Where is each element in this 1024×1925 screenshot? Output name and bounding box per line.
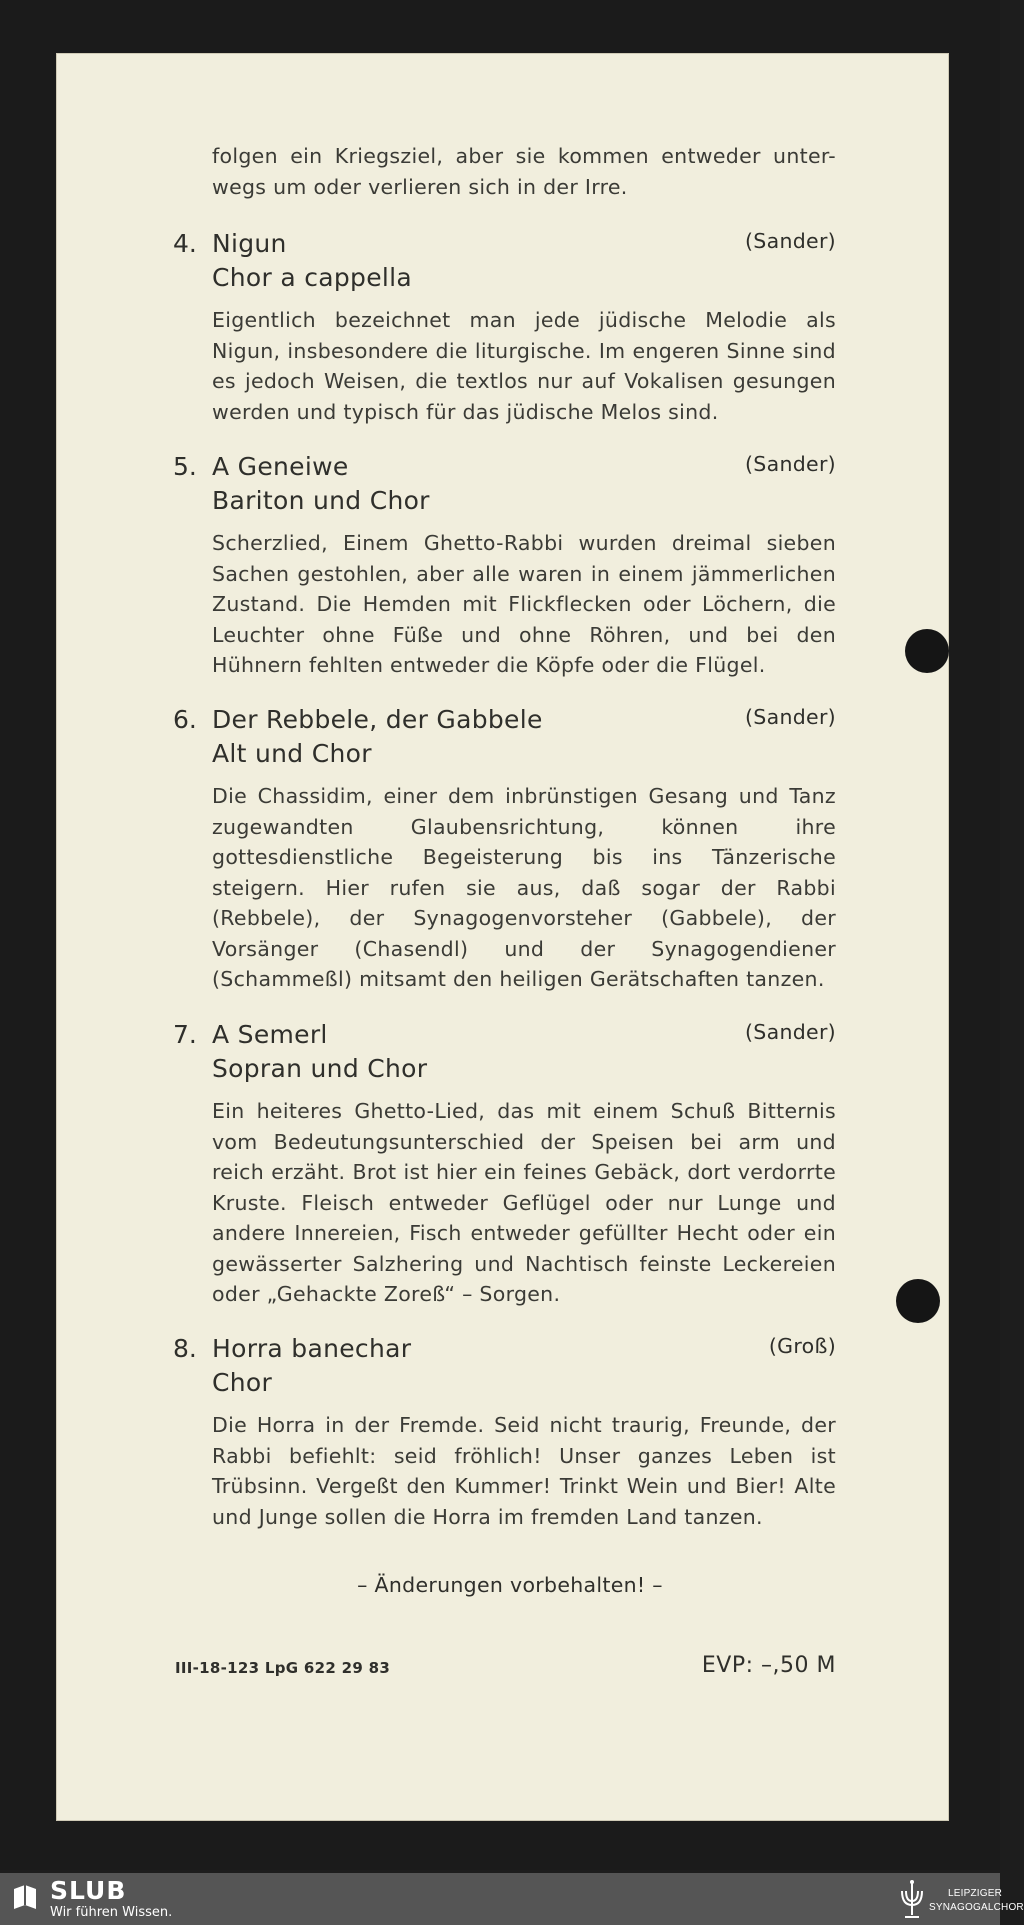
entry-performers: Chor a cappella [212,263,412,292]
entry-composer: (Groß) [768,1334,836,1358]
entry-composer: (Sander) [744,1020,836,1044]
punch-hole [905,629,949,673]
entry-description: Scherzlied, Einem Ghetto-Rabbi wurden dreimal sieben Sachen gestohlen, aber alle waren in einem jämmerlichen Zustand. Die Hemden mit Flickflecken oder Löchern, die Leuchter ohne Füße und ohne Röhren, und bei den Hühnern fehlten entweder die Köpfe oder die Flügel. [212,531,836,677]
library-name: SLUB [50,1876,127,1905]
entry-description: Die Chassidim, einer dem inbrünstigen Gesang und Tanz zugewandten Glaubensrichtung, können ihre gottesdienstliche Begeisterung bis ins Tänzerische steigern. Hier rufen sie aus, daß sogar der Rabbi (Rebbele), der Synagogenvorsteher (Gabbele), der Vorsänger (Chasendl) und der Synagogendiener (Schammeßl) mitsamt den heiligen Gerätschaften tanzen. [212,784,836,991]
entry-title: Nigun [212,229,287,258]
entry-composer: (Sander) [744,452,836,476]
entry-number: 7. [173,1020,197,1049]
footer-bar [0,1873,1024,1925]
intro-line: folgen ein Kriegsziel, aber sie kommen entweder unter- [212,144,836,168]
changes-reserved-note: – Änderungen vorbehalten! – [357,1573,663,1597]
entry-number: 8. [173,1334,197,1363]
entry-number: 4. [173,229,197,258]
entry-description: Eigentlich bezeichnet man jede jüdische Melodie als Nigun, insbesondere die liturgische. Im engeren Sinne sind es jedoch Weisen, die textlos nur auf Vokalisen gesungen werden und typisch für das jüdische Melos sind. [212,308,836,424]
entry-title: A Semerl [212,1020,328,1049]
entry-performers: Sopran und Chor [212,1054,428,1083]
price: EVP: –,50 M [701,1653,836,1678]
entry-description: Die Horra in der Fremde. Seid nicht traurig, Freunde, der Rabbi befiehlt: seid fröhlich! Unser ganzes Leben ist Trübsinn. Vergeßt den Kummer! Trinkt Wein und Bier! Alte und Junge sollen die Horra im fremden Land tanzen. [212,1413,836,1529]
entry-number: 6. [173,705,197,734]
menorah-icon [897,1879,927,1921]
choir-name-line: LEIPZIGER [948,1888,1003,1899]
entry-title: A Geneiwe [212,452,349,481]
entry-title: Der Rebbele, der Gabbele [212,705,543,734]
print-code: III-18-123 LpG 622 29 83 [175,1659,391,1677]
entry-title: Horra banechar [212,1334,412,1363]
punch-hole [896,1279,940,1323]
entry-performers: Alt und Chor [212,739,372,768]
entry-performers: Bariton und Chor [212,486,430,515]
slub-logo-icon [12,1883,38,1911]
choir-name-line: SYNAGOGALCHOR [929,1902,1024,1913]
entry-composer: (Sander) [744,229,836,253]
intro-line: wegs um oder verlieren sich in der Irre. [212,174,628,199]
entry-description: Ein heiteres Ghetto-Lied, das mit einem Schuß Bitternis vom Bedeutungsunterschied der Speisen bei arm und reich erzäht. Brot ist hier ein feines Gebäck, dort verdorrte Kruste. Fleisch entweder Geflügel oder nur Lunge und andere Innereien, Fisch entweder gefüllter Hecht oder ein gewässerter Salzhering und Nachtisch feinste Leckereien oder „Gehackte Zoreß“ – Sorgen. [212,1099,836,1306]
intro-paragraph [212,141,836,202]
library-tagline: Wir führen Wissen. [50,1905,173,1920]
entry-composer: (Sander) [744,705,836,729]
entry-number: 5. [173,452,197,481]
entry-performers: Chor [212,1368,273,1397]
